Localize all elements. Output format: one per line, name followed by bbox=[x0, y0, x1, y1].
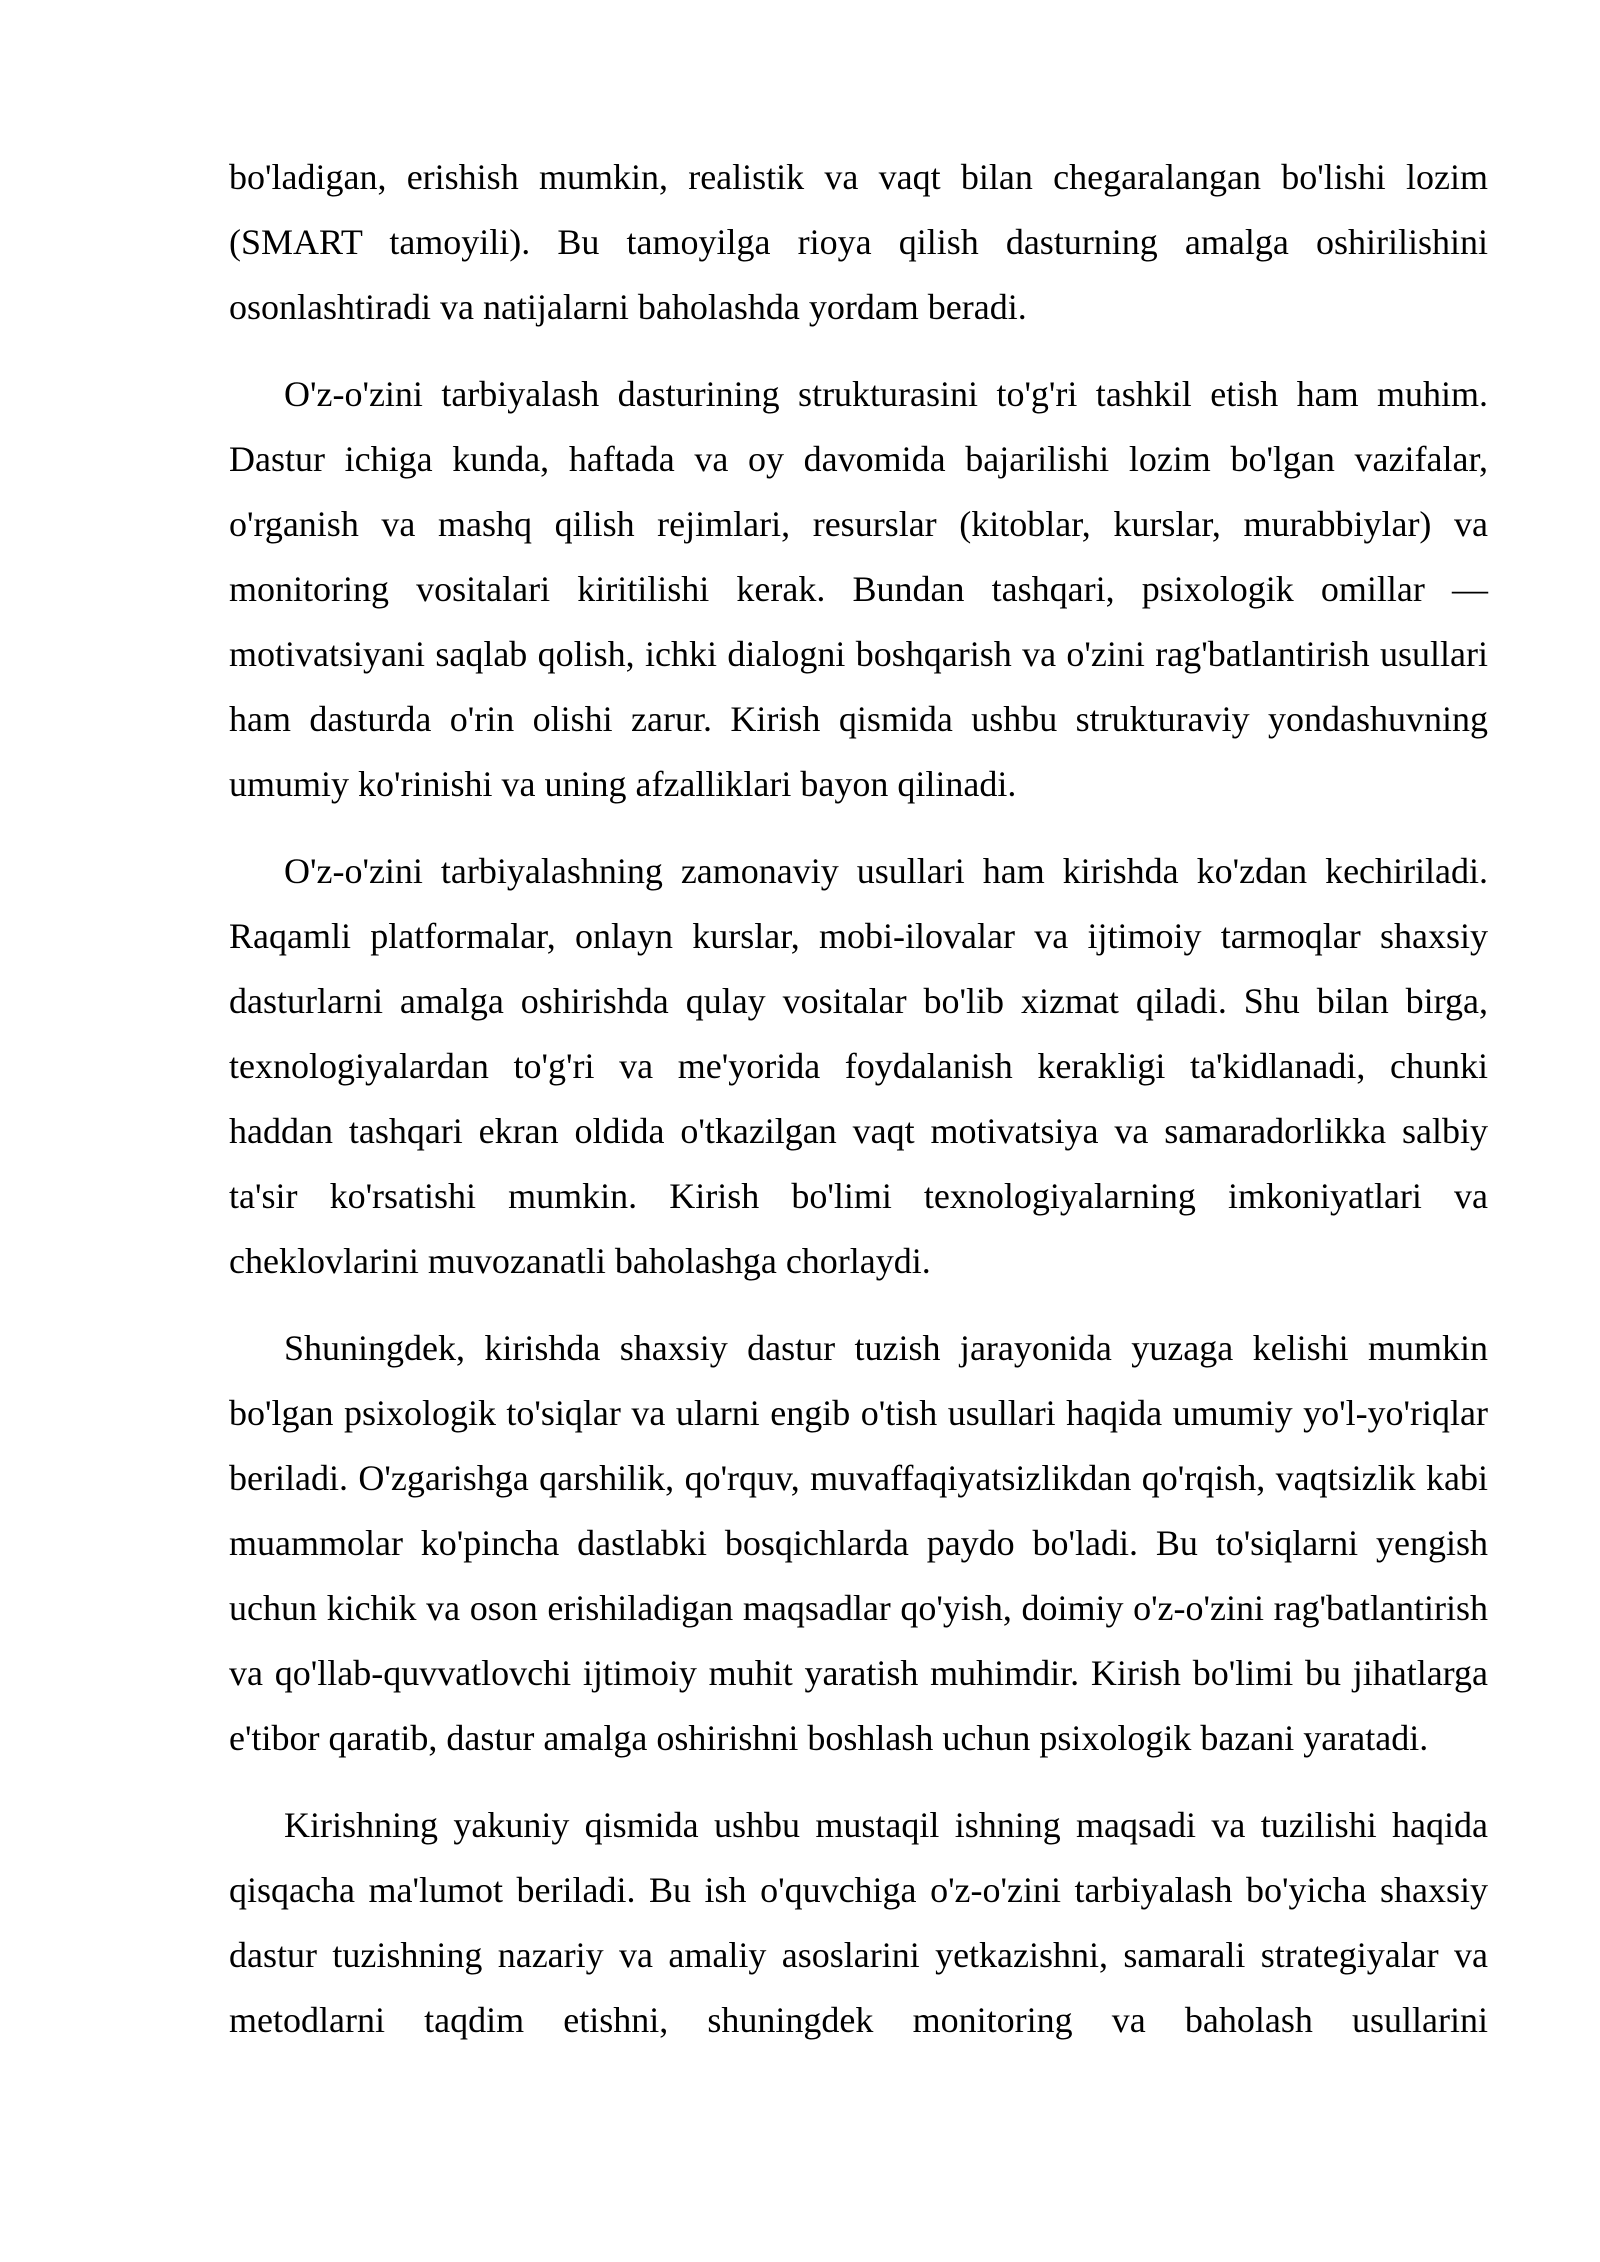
paragraph-psychological-barriers: Shuningdek, kirishda shaxsiy dastur tuzish jarayonida yuzaga kelishi mumkin bo'lgan psixologik to'siqlar va ularni engib o'tish usullari haqida umumiy yo'l-yo'riqlar beriladi. O'zgarishga qarshilik, qo'rquv, muvaffaqiyatsizlikdan qo'rqish, vaqtsizlik kabi muammolar ko'pincha dastlabki bosqichlarda paydo bo'ladi. Bu to'siqlarni yengish uchun kichik va oson erishiladigan maqsadlar qo'yish, doimiy o'z-o'zini rag'batlantirish va qo'llab-quvvatlovchi ijtimoiy muhit yaratish muhimdir. Kirish bo'limi bu jihatlarga e'tibor qaratib, dastur amalga oshirishni boshlash uchun psixologik bazani yaratadi. bbox=[229, 1328, 1488, 1758]
body-text bbox=[229, 145, 1488, 2053]
paragraph-modern-methods: O'z-o'zini tarbiyalashning zamonaviy usullari ham kirishda ko'zdan kechiriladi. Raqamli platformalar, onlayn kurslar, mobi-ilovalar va ijtimoiy tarmoqlar shaxsiy dasturlarni amalga oshirishda qulay vositalar bo'lib xizmat qiladi. Shu bilan birga, texnologiyalardan to'g'ri va me'yorida foydalanish kerakligi ta'kidlanadi, chunki haddan tashqari ekran oldida o'tkazilgan vaqt motivatsiya va samaradorlikka salbiy ta'sir ko'rsatishi mumkin. Kirish bo'limi texnologiyalarning imkoniyatlari va cheklovlarini muvozanatli baholashga chorlaydi. bbox=[229, 851, 1488, 1281]
paragraph-smart-principle: bo'ladigan, erishish mumkin, realistik va vaqt bilan chegaralangan bo'lishi lozim (SMART tamoyili). Bu tamoyilga rioya qilish dasturning amalga oshirilishini osonlashtiradi va natijalarni baholashda yordam beradi. bbox=[229, 157, 1488, 327]
paragraph-work-purpose: Kirishning yakuniy qismida ushbu mustaqil ishning maqsadi va tuzilishi haqida qisqacha ma'lumot beriladi. Bu ish o'quvchiga o'z-o'zini tarbiyalash bo'yicha shaxsiy dastur tuzishning nazariy va amaliy asoslarini yetkazishni, samarali strategiyalar va metodlarni taqdim etishni, shuningdek monitoring va baholash usullarini bbox=[229, 1805, 1488, 2040]
paragraph-program-structure: O'z-o'zini tarbiyalash dasturining strukturasini to'g'ri tashkil etish ham muhim. Dastur ichiga kunda, haftada va oy davomida bajarilishi lozim bo'lgan vazifalar, o'rganish va mashq qilish rejimlari, resurslar (kitoblar, kurslar, murabbiylar) va monitoring vositalari kiritilishi kerak. Bundan tashqari, psixologik omillar — motivatsiyani saqlab qolish, ichki dialogni boshqarish va o'zini rag'batlantirish usullari ham dasturda o'rin olishi zarur. Kirish qismida ushbu strukturaviy yondashuvning umumiy ko'rinishi va uning afzalliklari bayon qilinadi. bbox=[229, 374, 1488, 804]
